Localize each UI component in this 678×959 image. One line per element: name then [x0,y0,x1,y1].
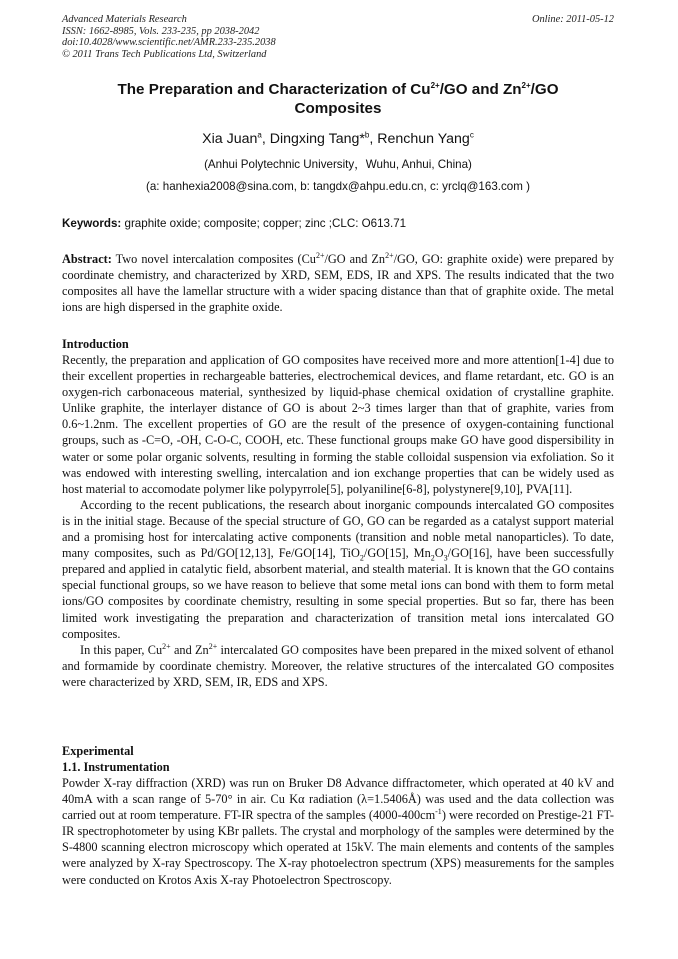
keywords-label: Keywords: [62,217,122,230]
copyright-line: © 2011 Trans Tech Publications Ltd, Switzerland [62,48,267,60]
author-list: Xia Juan$^a$, Dingxing Tang*$^b$, Renchun Yang$^c$ [202,130,474,147]
experimental-section [62,743,614,888]
paragraph: According to the recent publications, the research about inorganic compounds intercalated GO composites is in the initial stage. Because of the special structure of GO, GO can be regarded as a catalyst support material and a promising host for intercalating active components (transition and noble metal nanoparticles). To date, many composites, such as Pd/GO[12,13], Fe/GO[14], TiO$_2$/GO[15], $Mn_2O_3/GO[16]$, have been successfully prepared and applied in catalytic field, absorbent material, and stealth material. It is known that the GO contains special functional groups, so we have reason to believe that some metal ions can bond with them to form metal ions/GO composites by coordinate chemistry, resulting in some special properties. But so far, there has been limited work investigating the preparation and characterization of transition metal ions intercalated GO composites. [62,497,614,641]
doi-line: doi:10.4028/www.scientific.net/AMR.233-235.2038 [62,37,276,49]
journal-name: Advanced Materials Research [62,14,187,25]
keywords [62,217,614,231]
paragraph: In this paper, $Cu^{2+}$ and $Zn^{2+}$ intercalated GO composites have been prepared in the mixed solvent of ethanol and formamide by coordinate chemistry. Moreover, the relative structures of the intercalated GO composites were characterized by XRD, SEM, IR, EDS and XPS. [62,641,614,689]
title-line-2: Composites [294,100,382,117]
author-emails: (a: hanhexia2008@sina.com, b: tangdx@ahpu.edu.cn, c: yrclq@163.com ) [146,180,530,193]
paragraph: Powder X-ray diffraction (XRD) was run on Bruker D8 Advance diffractometer, which operated at 40 kV and 40mA with a scan range of 5-70° in air. Cu Kα radiation (λ=1.5406Å) was used and the data collection was carried out at room temperature. FT-IR spectra of the samples $(4000-400cm^{-1})$ were recorded on Prestige-21 FT-IR spectrophotometer by using KBr pallets. The crystal and morphology of the samples were determined by the S-4800 scanning electron microscopy which operated at 15kV. The main elements and contents of the samples were analyzed by X-ray Spectroscopy. The X-ray photoelectron spectrum (XPS) measurements for the samples were conducted on Krotos Axis X-ray Photoelectron Spectroscopy. [62,776,614,887]
issn-line: ISSN: 1662-8985, Vols. 233-235, pp 2038-2042 [62,25,260,37]
section-heading: Experimental [62,744,134,758]
author-name: Renchun Yang [377,131,470,147]
abstract: Abstract: Two novel intercalation composites ($Cu^{2+}/GO$ and $Zn^{2+}/GO$, GO: graphite oxide) were prepared by coordinate chemistry, and characterized by XRD, SEM, EDS, IR and XPS. The results indicated that the two composites all have the lamellar structure with a wider spacing distance than that of graphite oxide. The metal ions are high dispersed in the graphite oxide. [62,250,614,315]
keywords-text: graphite oxide; composite; copper; zinc ;CLC: O613.71 [121,217,407,230]
online-date: Online: 2011-05-12 [531,14,614,25]
abstract-label: Abstract: [62,252,112,266]
section-heading: Introduction [62,337,129,351]
introduction-section [62,336,614,690]
paragraph: Recently, the preparation and application of GO composites have received more and more attention[1-4] due to their excellent properties in rechargeable batteries, electrochemical devices, and flame retardant, etc. GO is an oxygen-rich carbonaceous material, synthesized by liquid-phase chemical oxidation of crystalline graphite. Unlike graphite, the interlayer distance of GO is about 2~3 times larger than that of graphite, varies from 0.6~1.2nm. The excellent properties of GO are the result of the presence of oxygen-containing functional groups, such as -C=O, -OH, C-O-C, COOH, etc. These functional groups make GO have good dispersibility in water or some polar organic solvents, resulting in forming the stable colloidal suspension via exfoliation. So it was endowed with interesting swelling, intercalation and ion exchange properties that can be widely used as host material to accomodate polymer like polypyrrole[5], polyaniline[6-8], polystynere[9,10], PVA[11]. [62,353,614,496]
affiliation: (Anhui Polytechnic University，Wuhu, Anhui, China) [204,158,472,171]
author-name: Dingxing Tang* [269,131,365,147]
author-name: Xia Juan [202,131,258,147]
paper-title [62,80,614,118]
journal-header [62,14,614,60]
subsection-heading: 1.1. Instrumentation [62,760,170,774]
title-line-1: The Preparation and Characterization of $Cu^{2+}/GO$ and $Zn^{2+}/GO$ [117,80,559,98]
